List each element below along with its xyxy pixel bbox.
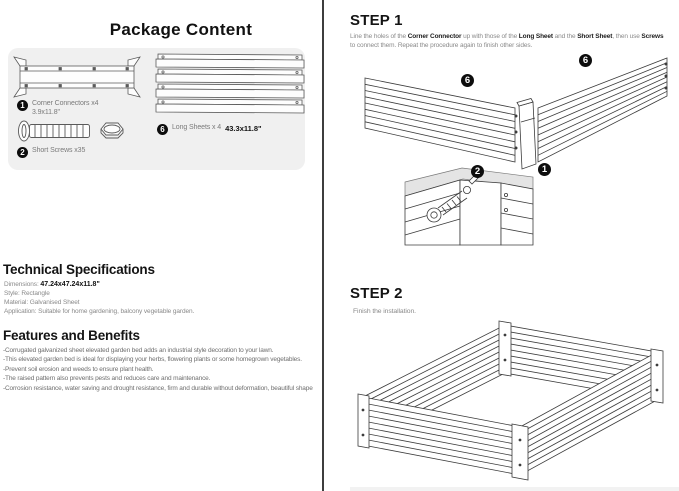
dimensions-label: Dimensions: bbox=[4, 281, 39, 288]
step1-instruction: Line the holes of the Corner Connector up with those of the Long Sheet and the Short Sheet, then use Screws to connect them. Repeat the procedure again to finish other sides. bbox=[350, 33, 664, 49]
callout-screw: 2 bbox=[471, 165, 484, 178]
right-long-sheet bbox=[538, 58, 667, 162]
spec-style: Style: Rectangle bbox=[4, 290, 50, 297]
item-corner-connectors bbox=[17, 100, 98, 117]
tech-specs-heading: Technical Specifications bbox=[3, 262, 155, 277]
dimensions-value: 47.24x47.24x11.8" bbox=[40, 281, 100, 288]
step1-heading: STEP 1 bbox=[350, 12, 403, 29]
long-sheets-label: Long Sheets x 4 bbox=[172, 124, 222, 131]
callout-corner-connector: 1 bbox=[538, 163, 551, 176]
feature-item: -The raised pattern also prevents pests and reduces care and maintenance. bbox=[3, 375, 211, 383]
features-heading: Features and Benefits bbox=[3, 328, 140, 343]
screw-and-nut-diagram bbox=[16, 118, 128, 144]
column-divider bbox=[322, 0, 324, 491]
corner-connector-piece bbox=[517, 99, 536, 170]
package-content-title: Package Content bbox=[109, 20, 253, 39]
item-short-screws bbox=[17, 147, 85, 158]
long-sheets-size: 43.3x11.8" bbox=[225, 124, 262, 133]
left-long-sheet bbox=[365, 78, 517, 162]
spec-material: Material: Galvanised Sheet bbox=[4, 299, 80, 306]
step2-caption: Finish the installation. bbox=[353, 308, 416, 315]
feature-item: -Prevent soil erosion and weeds to ensure plant health. bbox=[3, 365, 154, 373]
corner-connectors-size: 3.9x11.8" bbox=[32, 108, 60, 116]
long-sheets-diagram bbox=[154, 53, 306, 117]
bed-front-left-wall bbox=[363, 397, 520, 475]
features-list bbox=[3, 346, 321, 393]
step2-heading: STEP 2 bbox=[350, 285, 403, 302]
item-number-badge: 1 bbox=[17, 100, 28, 111]
callout-long-sheet-right: 6 bbox=[579, 54, 592, 67]
corner-connector-diagram bbox=[13, 54, 141, 100]
spec-dimensions bbox=[4, 281, 100, 288]
feature-item: -Corrosion resistance, water saving and drought resistance, firm and durable without deformation, beautiful shape bbox=[3, 384, 313, 392]
corner-connectors-label: Corner Connectors x4 bbox=[32, 100, 99, 107]
step1-assembly-diagram bbox=[345, 50, 679, 265]
spec-application: Application: Suitable for home gardening, balcony vegetable garden. bbox=[4, 308, 195, 315]
screw-detail-inset bbox=[405, 168, 533, 245]
package-content-box bbox=[8, 48, 305, 170]
short-screws-label: Short Screws x35 bbox=[32, 147, 86, 154]
page-bottom-edge bbox=[350, 487, 679, 491]
callout-long-sheet-left: 6 bbox=[461, 74, 474, 87]
item-long-sheets bbox=[157, 124, 262, 135]
step2-finished-bed-diagram bbox=[345, 315, 679, 491]
item-number-badge: 2 bbox=[17, 147, 28, 158]
item-number-badge: 6 bbox=[157, 124, 168, 135]
feature-item: -Corrugated galvanized sheet elevated garden bed adds an industrial style decoration to your lawn. bbox=[3, 347, 274, 354]
feature-item: -This elevated garden bed is ideal for displaying your herbs, flowering plants or some homegrown vegetables. bbox=[3, 356, 302, 364]
